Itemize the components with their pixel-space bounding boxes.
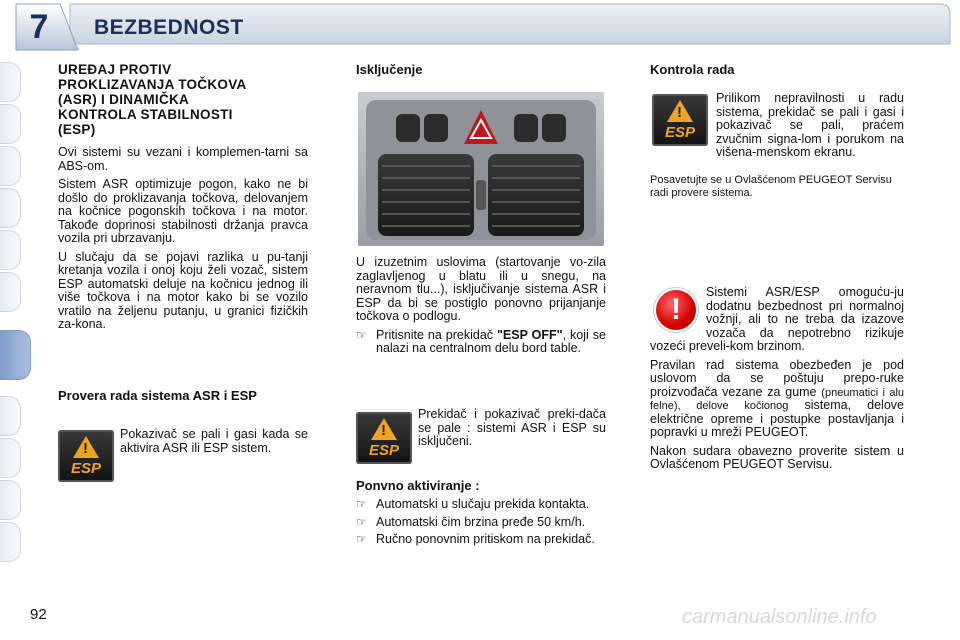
watermark: carmanualsonline.info [682,606,877,628]
chapter-tab[interactable] [0,272,21,312]
check-heading: Provera rada sistema ASR i ESP [58,388,257,403]
section-heading-asr-esp: UREĐAJ PROTIV PROKLIZAVANJA TOČKOVA (ASR) I DINAMIČKA KONTROLA STABILNOSTI (ESP) [58,62,247,137]
chapter-tab-active[interactable] [0,330,31,380]
deactivation-heading: Isključenje [356,62,423,77]
operation-check-heading: Kontrola rada [650,62,735,77]
paragraph: Pravilan rad sistema obezbeđen je pod uslovom da se poštuju prepo-ruke proizvođača vezane za gume (pneumatici i alu felne), delove kočionog sistema, delove električne opreme i postupke postavljanja i popravki u mreži PEUGEOT. [650,357,904,439]
chapter-tab[interactable] [0,438,21,478]
paragraph: U izuzetnim uslovima (startovanje vo-zila zaglavljenog u blatu ili u snegu, na neravnom tlu...), isključivanje sistema ASR i ESP da bi se postiglo ponovno prijanjanje točkova o podlogu. [356,255,606,323]
esp-off-label: "ESP OFF" [497,327,563,342]
esp-off-indicator-icon: ! ESP [356,412,412,464]
indicator-text: Prekidač i pokazivač preki-dača se pale : sistemi ASR i ESP su isključeni. [418,407,606,448]
warning-exclamation-icon: ! [656,290,696,330]
malfunction-text: Prilikom nepravilnosti u radu sistema, prekidač se pali i gasi i pokazivač se pali, praćem zvučnim signa-lom i porukom na višena-menskom ekranu. [716,91,904,159]
chapter-tab[interactable] [0,146,21,186]
dashboard-switch-photo [358,92,604,246]
reactivation-heading: Ponvno aktiviranje : [356,478,480,493]
col2-body [356,256,606,360]
esp-warning-icon: ! ESP [58,430,114,482]
service-note: Posavetujte se u Ovlašćenom PEUGEOT Servisu radi provere sistema. [650,174,892,199]
page-number: 92 [30,606,47,623]
warning-box [650,286,904,477]
col1-body [58,146,308,337]
chapter-tab[interactable] [0,480,21,520]
pointing-hand-icon: ☞ [356,497,367,511]
paragraph: Sistemi ASR/ESP omoguću-ju dodatnu bezbednost pri normalnoj vožnji, ali to ne treba da izazove vozača da nepotrebno rizikuje vozeći preveli-kom brzinom. [650,285,904,353]
chapter-tab[interactable] [0,230,21,270]
list-item: ☞ Automatski u slučaju prekida kontakta. [356,497,590,511]
pointing-hand-icon: ☞ [356,532,367,546]
list-item: ☞ Pritisnite na prekidač "ESP OFF", koji se nalazi na centralnom delu bord table. [356,327,606,355]
chapter-number: 7 [29,8,49,46]
check-text: Pokazivač se pali i gasi kada se aktivira ASR ili ESP sistem. [120,427,308,455]
chapter-tab[interactable] [0,522,21,562]
paragraph: Ovi sistemi su vezani i komplemen-tarni sa ABS-om. [58,145,308,173]
list-item: ☞ Automatski čim brzina pređe 50 km/h. [356,514,586,529]
chapter-tab[interactable] [0,62,21,102]
chapter-title: BEZBEDNOST [94,16,244,39]
esp-malfunction-icon: ! ESP [652,94,708,146]
paragraph: Sistem ASR optimizuje pogon, kako ne bi došlo do proklizavanja točkova, delovanjem na kočnice pogonskih točkova i na motor. Takođe doprinosi stabilnosti držanja pravca vozila pri ubrzavanju. [58,177,308,245]
chapter-tab[interactable] [0,396,21,436]
chapter-tab[interactable] [0,104,21,144]
chapter-tab[interactable] [0,188,21,228]
paragraph: U slučaju da se pojavi razlika u pu-tanji kretanja vozila i onoj koju želi vozač, sistem ESP automatski deluje na kočnicu jednog ili više točkova i na motor kako bi se vozilo vratilo na željenu putanju, u granici fizičkih za-kona. [58,249,308,331]
pointing-hand-icon: ☞ [356,327,367,342]
pointing-hand-icon: ☞ [356,514,367,529]
reactivation-section [356,478,606,551]
paragraph: Nakon sudara obavezno proverite sistem u Ovlašćenom PEUGEOT Servisu. [650,443,904,471]
list-item: ☞ Ručno ponovnim pritiskom na prekidač. [356,532,595,546]
